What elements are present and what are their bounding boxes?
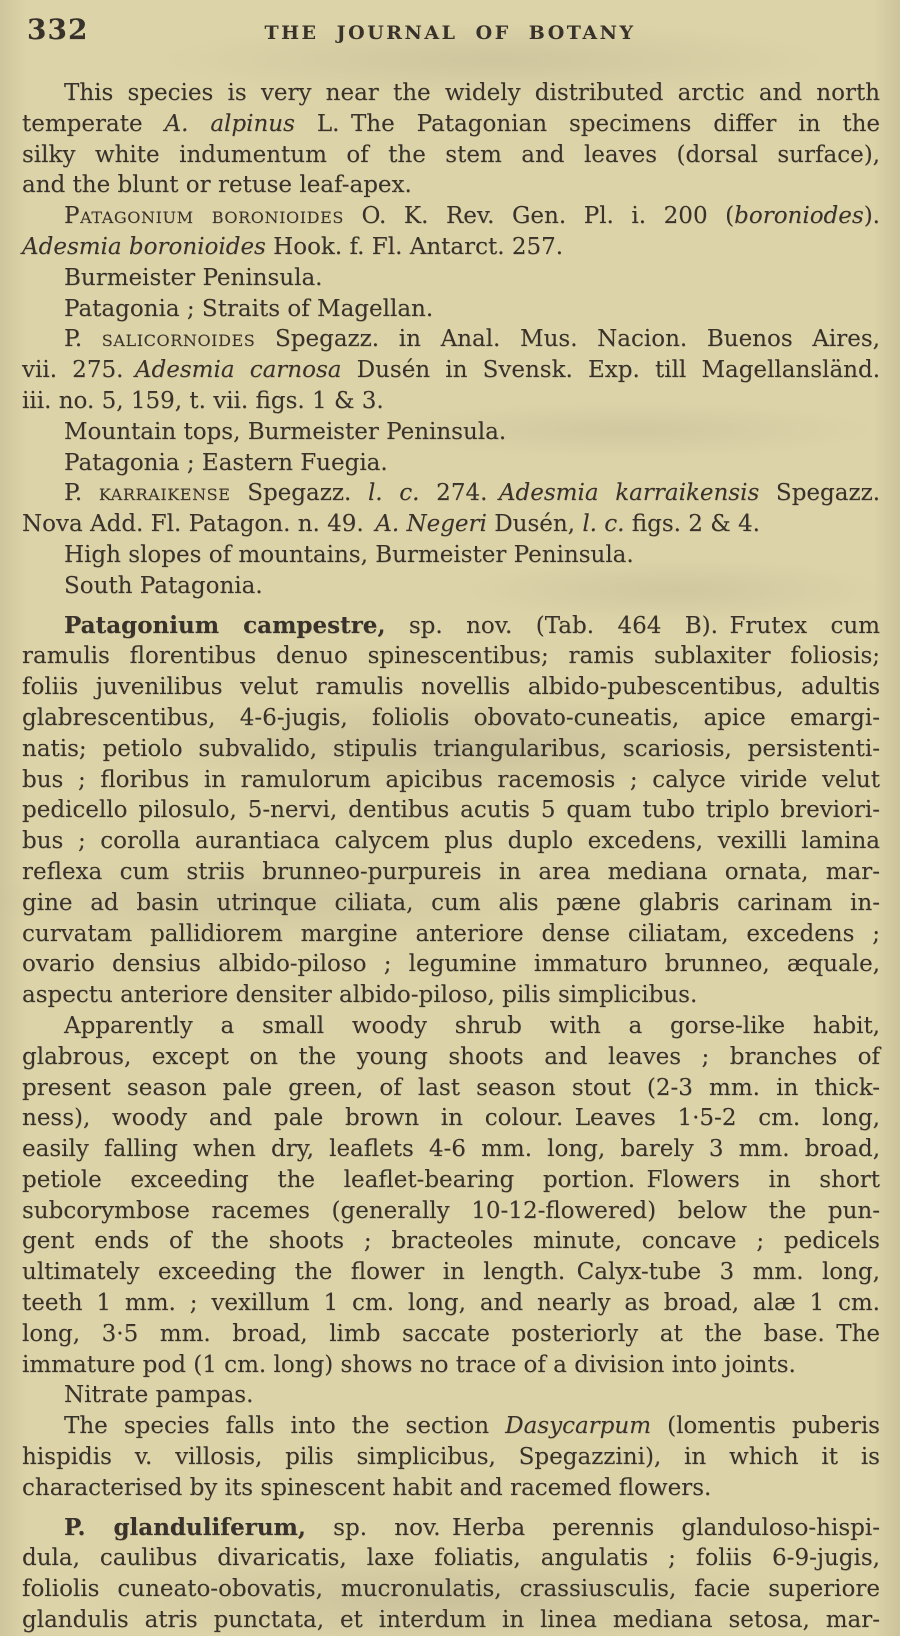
text-line xyxy=(22,1257,880,1288)
text-segment: present season pale green, of last season stout (2-3 mm. in thick- xyxy=(22,1074,880,1101)
text-segment: This species is very near the widely distributed arctic and north xyxy=(64,80,880,106)
text-line xyxy=(22,294,880,325)
text-line xyxy=(22,1042,880,1073)
text-segment: aspectu anteriore densiter albido-piloso, pilis simplicibus. xyxy=(22,982,698,1009)
text-segment: South Patagonia. xyxy=(64,572,263,599)
text-line xyxy=(22,1226,880,1257)
text-line xyxy=(22,857,880,888)
text-line xyxy=(22,1103,880,1134)
text-line xyxy=(22,641,880,672)
page-body xyxy=(22,78,880,1636)
synonymy-p-salicornoides xyxy=(22,324,880,416)
text-segment: easily falling when dry, leaflets 4-6 mm. long, barely 3 mm. broad, xyxy=(22,1136,880,1163)
text-line xyxy=(22,734,880,765)
text-line xyxy=(22,1350,880,1381)
text-line xyxy=(22,1513,880,1544)
small-caps-text: karraikense xyxy=(98,480,231,507)
text-line xyxy=(22,1605,880,1636)
text-segment: temperate xyxy=(22,110,165,137)
text-segment: glabrous, except on the young shoots and leaves ; branches of xyxy=(22,1043,880,1070)
text-segment: natis; petiolo subvalido, stipulis triangularibus, scariosis, persistenti- xyxy=(22,735,880,762)
distribution-south-patagonia xyxy=(22,571,880,602)
text-segment: reflexa cum striis brunneo-purpureis in area mediana ornata, mar- xyxy=(22,858,880,885)
text-line xyxy=(22,170,880,201)
italic-text: A. alpinus xyxy=(164,110,295,137)
text-line xyxy=(22,1442,880,1473)
text-segment: characterised by its spinescent habit and racemed flowers. xyxy=(22,1474,712,1501)
italic-text: boroniodes xyxy=(734,203,864,230)
synonymy-p-karraikense xyxy=(22,478,880,540)
text-segment: long, 3·5 mm. broad, limb saccate posteriorly at the base. The xyxy=(22,1320,880,1347)
text-line xyxy=(22,509,880,540)
small-caps-text: Patagonium boronioides xyxy=(64,203,344,230)
text-line xyxy=(22,888,880,919)
italic-text: l. c. xyxy=(582,511,625,538)
text-segment: bus ; corolla aurantiaca calycem plus duplo excedens, vexilli lamina xyxy=(22,828,880,855)
text-segment: 274. xyxy=(419,480,499,507)
text-segment: ovario densius albido-piloso ; legumine immaturo brunneo, æquale, xyxy=(22,951,880,978)
text-segment: silky white indumentum of the stem and leaves (dorsal surface), xyxy=(22,141,880,168)
text-segment: High slopes of mountains, Burmeister Peninsula. xyxy=(64,541,634,568)
text-segment: Burmeister Peninsula. xyxy=(64,264,323,291)
text-segment: dula, caulibus divaricatis, laxe foliatis, angulatis ; foliis 6-9-jugis, xyxy=(22,1545,880,1572)
text-line xyxy=(22,795,880,826)
locality-high-slopes xyxy=(22,540,880,571)
text-segment: Spegazz. in Anal. Mus. Nacion. Buenos Aires, xyxy=(255,326,880,353)
text-segment: iii. no. 5, 159, t. vii. figs. 1 & 3. xyxy=(22,387,384,414)
text-segment: Nova Add. Fl. Patagon. n. 49. xyxy=(22,511,376,538)
text-segment: Mountain tops, Burmeister Peninsula. xyxy=(64,418,507,445)
distribution-eastern-fuegia xyxy=(22,448,880,479)
text-segment: P. xyxy=(64,480,99,507)
text-segment: Patagonia ; Eastern Fuegia. xyxy=(64,449,388,476)
text-line xyxy=(22,1411,880,1442)
italic-text: Dasycarpum xyxy=(505,1413,652,1440)
locality-burmeister-peninsula xyxy=(22,263,880,294)
text-line xyxy=(22,201,880,232)
text-segment: vii. 275. xyxy=(22,357,135,384)
text-line xyxy=(22,448,880,479)
text-line xyxy=(22,355,880,386)
text-segment: teeth 1 mm. ; vexillum 1 cm. long, and nearly as broad, alæ 1 cm. xyxy=(22,1290,880,1317)
italic-text: l. c. xyxy=(367,480,420,507)
text-line xyxy=(22,1574,880,1605)
italic-text: Adesmia karraikensis xyxy=(498,480,760,507)
section-note xyxy=(22,1411,880,1503)
text-line xyxy=(22,1543,880,1574)
text-segment: sp. nov. (Tab. 464 B). Frutex cum xyxy=(385,612,880,639)
text-line xyxy=(22,1473,880,1504)
text-segment: Nitrate pampas. xyxy=(64,1382,254,1409)
text-line xyxy=(22,109,880,140)
text-segment: and the blunt or retuse leaf-apex. xyxy=(22,172,412,199)
text-segment: L. The Patagonian specimens differ in the xyxy=(294,110,881,137)
text-segment: ). xyxy=(863,203,880,230)
text-line xyxy=(22,1288,880,1319)
text-line xyxy=(22,1073,880,1104)
description-english xyxy=(22,1011,880,1381)
bold-text: Patagonium campestre, xyxy=(64,611,386,639)
bold-text: P. glanduliferum, xyxy=(64,1513,306,1541)
text-line xyxy=(22,980,880,1011)
text-segment: glandulis atris punctata, et interdum in linea mediana setosa, mar- xyxy=(22,1607,880,1634)
text-segment: gine ad basin utrinque ciliata, cum alis pæne glabris carinam in- xyxy=(22,889,880,916)
text-segment: Spegazz. xyxy=(759,480,881,507)
text-segment: glabrescentibus, 4-6-jugis, foliolis obovato-cuneatis, apice emargi- xyxy=(22,704,880,731)
text-line xyxy=(22,1380,880,1411)
distribution-patagonia-magellan xyxy=(22,294,880,325)
text-segment: hispidis v. villosis, pilis simplicibus, Spegazzini), in which it is xyxy=(22,1444,880,1471)
synonymy-patagonium-boronioides xyxy=(22,201,880,263)
text-line xyxy=(22,826,880,857)
text-segment: ultimately exceeding the flower in length. Calyx-tube 3 mm. long, xyxy=(22,1259,880,1286)
text-segment: subcorymbose racemes (generally 10-12-flowered) below the pun- xyxy=(22,1197,880,1224)
text-line xyxy=(22,386,880,417)
text-line xyxy=(22,324,880,355)
text-line xyxy=(22,78,880,109)
running-title: THE JOURNAL OF BOTANY xyxy=(264,22,636,44)
text-segment: petiole exceeding the leaflet-bearing portion. Flowers in short xyxy=(22,1166,880,1193)
text-line xyxy=(22,232,880,263)
text-line xyxy=(22,703,880,734)
text-line xyxy=(22,611,880,642)
text-segment: The species falls into the section xyxy=(64,1413,506,1440)
text-segment: bus ; floribus in ramulorum apicibus racemosis ; calyce viride velut xyxy=(22,766,880,793)
text-line xyxy=(22,672,880,703)
text-segment: Spegazz. xyxy=(230,480,368,507)
locality-mountain-tops xyxy=(22,417,880,448)
italic-text: Adesmia carnosa xyxy=(134,357,342,384)
text-line xyxy=(22,140,880,171)
text-segment: immature pod (1 cm. long) shows no trace of a division into joints. xyxy=(22,1351,796,1378)
text-segment: ramulis florentibus denuo spinescentibus; ramis sublaxiter foliosis; xyxy=(22,643,880,670)
text-line xyxy=(22,765,880,796)
text-segment: pedicello pilosulo, 5-nervi, dentibus acutis 5 quam tubo triplo breviori- xyxy=(22,797,880,824)
text-line xyxy=(22,1196,880,1227)
small-caps-text: salicornoides xyxy=(101,326,256,353)
text-line xyxy=(22,1134,880,1165)
text-segment: Hook. f. Fl. Antarct. 257. xyxy=(265,233,564,260)
text-line xyxy=(22,571,880,602)
text-segment: gent ends of the shoots ; bracteoles minute, concave ; pedicels xyxy=(22,1228,880,1255)
italic-text: A. Negeri xyxy=(375,511,487,538)
text-line xyxy=(22,1011,880,1042)
text-segment: ness), woody and pale brown in colour. Leaves 1·5-2 cm. long, xyxy=(22,1105,880,1132)
text-segment: O. K. Rev. Gen. Pl. i. 200 ( xyxy=(343,203,735,230)
text-segment: Dusén in Svensk. Exp. till Magellansländ. xyxy=(341,357,881,384)
habitat-nitrate-pampas xyxy=(22,1380,880,1411)
text-line xyxy=(22,417,880,448)
page-number: 332 xyxy=(27,13,89,46)
text-segment: figs. 2 & 4. xyxy=(624,511,760,538)
text-line xyxy=(22,263,880,294)
text-segment: sp. nov. Herba perennis glanduloso-hispi- xyxy=(305,1514,880,1541)
text-line xyxy=(22,478,880,509)
species-patagonium-campestre-diagnosis xyxy=(22,611,880,1011)
text-line xyxy=(22,949,880,980)
text-segment: Apparently a small woody shrub with a gorse-like habit, xyxy=(64,1012,880,1039)
text-line xyxy=(22,919,880,950)
text-segment: curvatam pallidiorem margine anteriore dense ciliatam, excedens ; xyxy=(22,920,880,947)
text-line xyxy=(22,1319,880,1350)
species-p-glanduliferum-diagnosis xyxy=(22,1513,880,1636)
text-segment: Patagonia ; Straits of Magellan. xyxy=(64,295,434,322)
text-line xyxy=(22,1165,880,1196)
italic-text: Adesmia boronioides xyxy=(22,233,266,260)
text-line xyxy=(22,540,880,571)
text-segment: P. xyxy=(64,326,102,353)
text-segment: foliolis cuneato-obovatis, mucronulatis, crassiusculis, facie superiore xyxy=(22,1576,880,1603)
text-segment: Dusén, xyxy=(486,511,583,538)
text-segment: foliis juvenilibus velut ramulis novellis albido-pubescentibus, adultis xyxy=(22,674,880,701)
intro-paragraph xyxy=(22,78,880,201)
text-segment: (lomentis puberis xyxy=(651,1413,880,1440)
